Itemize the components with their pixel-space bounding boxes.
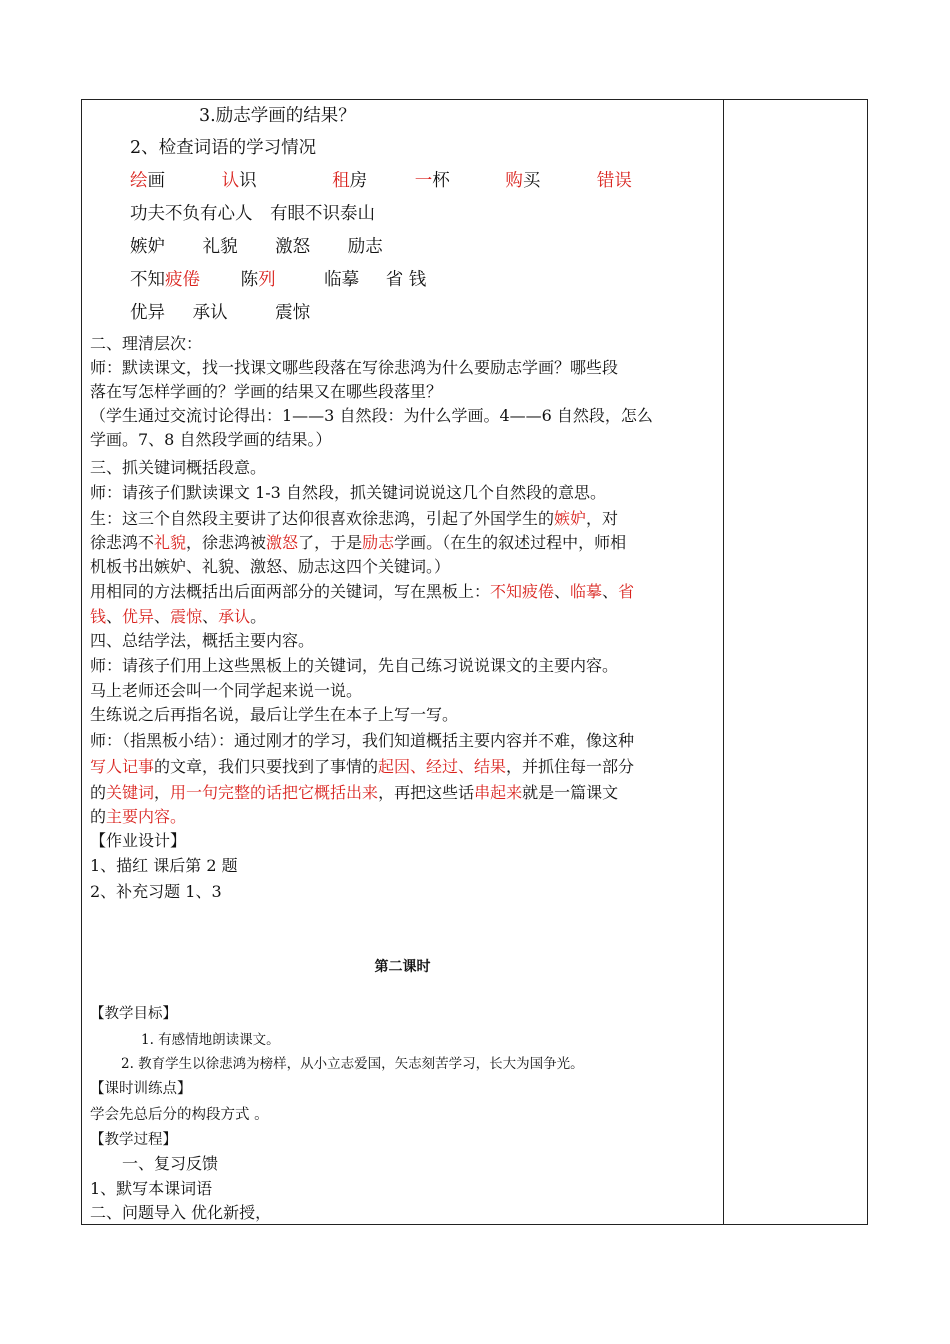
section-2-text: 学画。7、8 自然段学画的结果。） bbox=[90, 430, 332, 449]
words-row-1 bbox=[130, 166, 632, 196]
words-row-5 bbox=[130, 298, 310, 328]
word-item: 激怒 bbox=[275, 237, 311, 257]
section-4-text: 的关键词，用一句完整的话把它概括出来，再把这些话串起来就是一篇课文 bbox=[90, 783, 619, 802]
word-item: 绘画 bbox=[130, 171, 165, 191]
word-item: 嫉妒 bbox=[130, 237, 165, 257]
word-item: 优异 bbox=[130, 303, 165, 323]
question-3: 3.励志学画的结果？ bbox=[199, 106, 356, 126]
section-3-text: 师：请孩子们默读课文 1-3 自然段，抓关键词说说这几个自然段的意思。 bbox=[90, 483, 606, 502]
section-3-text: 生：这三个自然段主要讲了达仰很喜欢徐悲鸿，引起了外国学生的嫉妒，对 bbox=[90, 509, 619, 528]
homework-item: 2、补充习题 1、3 bbox=[90, 882, 222, 901]
word-item: 不知疲倦 bbox=[130, 270, 200, 290]
lesson-2-title: 第二课时 bbox=[374, 959, 431, 975]
section-3-text: 钱、优异、震惊、承认。 bbox=[90, 607, 267, 626]
section-4-text: 生练说之后再指名说，最后让学生在本子上写一写。 bbox=[90, 705, 459, 724]
section-2-text: （学生通过交流讨论得出：1——3 自然段：为什么学画。4——6 自然段，怎么 bbox=[90, 406, 653, 425]
process-step: 1、默写本课词语 bbox=[90, 1179, 213, 1198]
word-item: 励志 bbox=[347, 237, 383, 257]
section-4-text: 的主要内容。 bbox=[90, 807, 187, 826]
word-item: 礼貌 bbox=[202, 237, 238, 257]
goal-item: 1. 有感情地朗读课文。 bbox=[141, 1032, 280, 1048]
column-divider bbox=[723, 100, 724, 1224]
process-title: 【教学过程】 bbox=[90, 1132, 177, 1148]
training-title: 【课时训练点】 bbox=[90, 1081, 192, 1097]
process-step: 二、问题导入 优化新授， bbox=[90, 1203, 272, 1222]
section-3-text: 用相同的方法概括出后面两部分的关键词，写在黑板上：不知疲倦、临摹、省 bbox=[90, 582, 635, 601]
section-4-text: 写人记事的文章，我们只要找到了事情的起因、经过、结果，并抓住每一部分 bbox=[90, 757, 635, 776]
section-4-text: 师：（指黑板小结）：通过刚才的学习，我们知道概括主要内容并不难，像这种 bbox=[90, 731, 635, 750]
section-4-title: 四、总结学法，概括主要内容。 bbox=[90, 631, 315, 650]
words-row-2: 功夫不负有心人 有眼不识泰山 bbox=[130, 204, 375, 224]
word-item: 错误 bbox=[596, 171, 632, 191]
goal-item: 2. 教育学生以徐悲鸿为榜样，从小立志爱国，矢志刻苦学习，长大为国争光。 bbox=[121, 1056, 584, 1072]
word-item: 临摹 bbox=[324, 270, 360, 290]
word-item: 购买 bbox=[505, 171, 541, 191]
word-item: 震惊 bbox=[275, 303, 311, 323]
word-item: 租房 bbox=[332, 171, 368, 191]
lesson-plan-table bbox=[81, 99, 868, 1225]
section-4-text: 师：请孩子们用上这些黑板上的关键词，先自己练习说说课文的主要内容。 bbox=[90, 656, 619, 675]
homework-item: 1、描红 课后第 2 题 bbox=[90, 856, 238, 875]
section-3-title: 三、抓关键词概括段意。 bbox=[90, 458, 267, 477]
section-3-text: 机板书出嫉妒、礼貌、激怒、励志这四个关键词。） bbox=[90, 557, 451, 576]
words-row-3 bbox=[130, 232, 383, 262]
word-item: 承认 bbox=[192, 303, 228, 323]
section-2-text: 落在写怎样学画的？学画的结果又在哪些段落里？ bbox=[90, 382, 443, 401]
section-2-text: 师：默读课文，找一找课文哪些段落在写徐悲鸿为什么要励志学画？哪些段 bbox=[90, 358, 619, 377]
words-row-4 bbox=[130, 265, 426, 295]
main-content-cell bbox=[82, 100, 723, 1224]
training-text: 学会先总后分的构段方式 。 bbox=[90, 1107, 269, 1123]
section-2-title: 二、理清层次： bbox=[90, 334, 203, 353]
section-4-text: 马上老师还会叫一个同学起来说一说。 bbox=[90, 681, 363, 700]
goals-title: 【教学目标】 bbox=[90, 1006, 177, 1022]
word-item: 一杯 bbox=[414, 171, 450, 191]
check-words-heading: 2、检查词语的学习情况 bbox=[130, 138, 317, 158]
word-item: 认识 bbox=[221, 171, 257, 191]
homework-title: 【作业设计】 bbox=[90, 831, 187, 850]
process-step: 一、复习反馈 bbox=[122, 1154, 219, 1173]
section-3-text: 徐悲鸿不礼貌，徐悲鸿被激怒了，于是励志学画。（在生的叙述过程中，师相 bbox=[90, 533, 627, 552]
word-item: 陈列 bbox=[240, 270, 276, 290]
word-item: 省 钱 bbox=[385, 270, 427, 290]
